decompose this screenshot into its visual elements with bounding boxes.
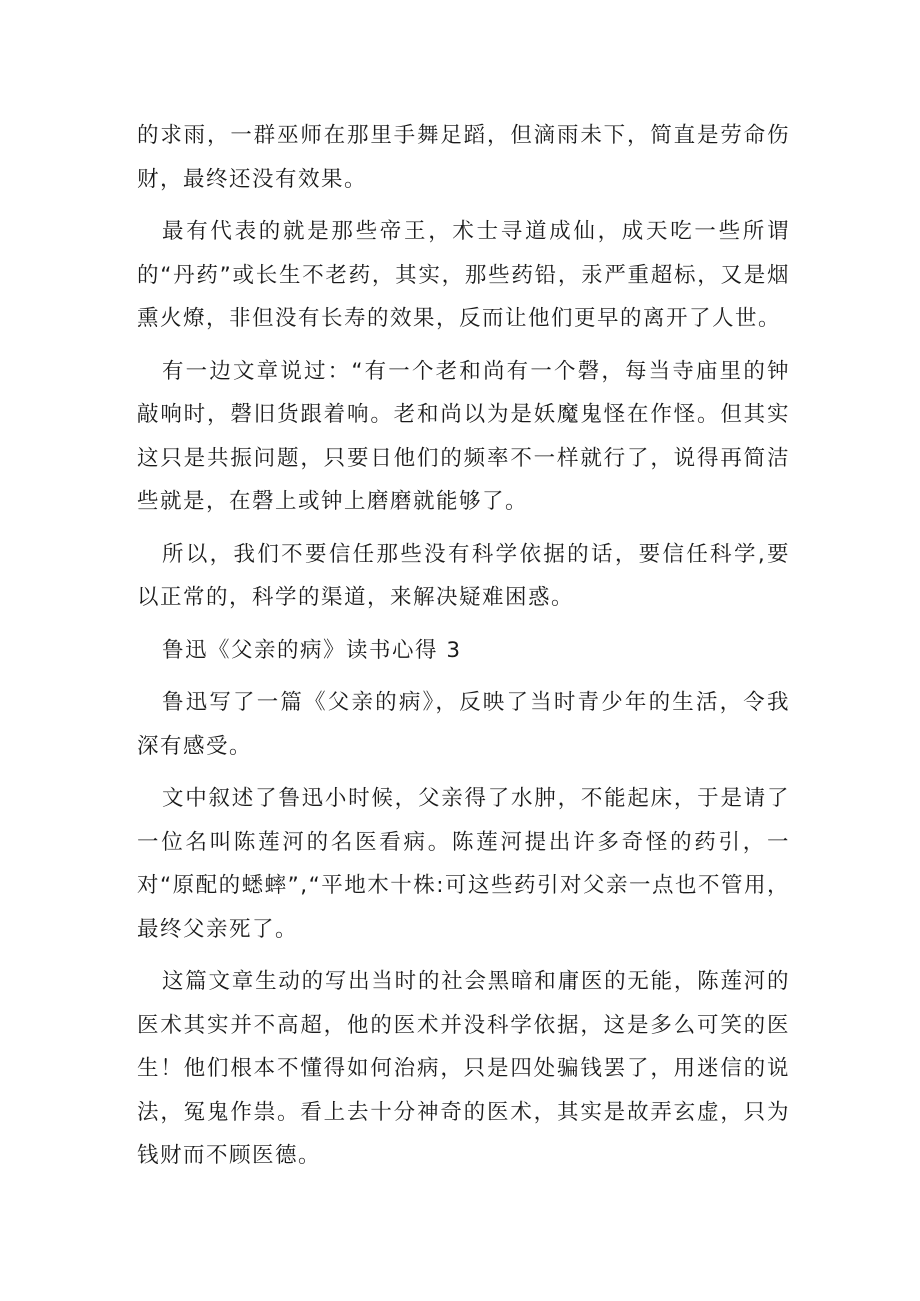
- paragraph: 所以，我们不要信任那些没有科学依据的话，要信任科学,要以正常的，科学的渠道，来解决疑难困惑。: [137, 541, 790, 610]
- document-body: [137, 114, 790, 1187]
- paragraph: 有一边文章说过：“有一个老和尚有一个磬，每当寺庙里的钟敲响时，磬旧货跟着响。老和尚以为是妖魔鬼怪在作怪。但其实这只是共振问题，只要日他们的频率不一样就行了，说得再简洁些就是，在磬上或钟上磨磨就能够了。: [137, 358, 790, 514]
- paragraph-continuation: 的求雨，一群巫师在那里手舞足蹈，但滴雨未下，简直是劳命伤财，最终还没有效果。: [137, 123, 790, 192]
- paragraph: 最有代表的就是那些帝王，术士寻道成仙，成天吃一些所谓的“丹药”或长生不老药，其实，那些药铅，汞严重超标，又是烟熏火燎，非但没有长寿的效果，反而让他们更早的离开了人世。: [137, 219, 790, 331]
- section-heading: 鲁迅《父亲的病》读书心得 3: [162, 637, 462, 663]
- paragraph: 鲁迅写了一篇《父亲的病》，反映了当时青少年的生活，令我深有感受。: [137, 690, 790, 759]
- paragraph: 这篇文章生动的写出当时的社会黑暗和庸医的无能，陈莲河的医术其实并不高超，他的医术并没科学依据，这是多么可笑的医生！他们根本不懂得如何治病，只是四处骗钱罢了，用迷信的说法，冤鬼作祟。看上去十分神奇的医术，其实是故弄玄虚，只为钱财而不顾医德。: [137, 969, 790, 1168]
- paragraph: 文中叙述了鲁迅小时候，父亲得了水肿，不能起床，于是请了一位名叫陈莲河的名医看病。陈莲河提出许多奇怪的药引，一对“原配的蟋蟀”,“平地木十株:可这些药引对父亲一点也不管用，最终父亲死了。: [137, 786, 790, 942]
